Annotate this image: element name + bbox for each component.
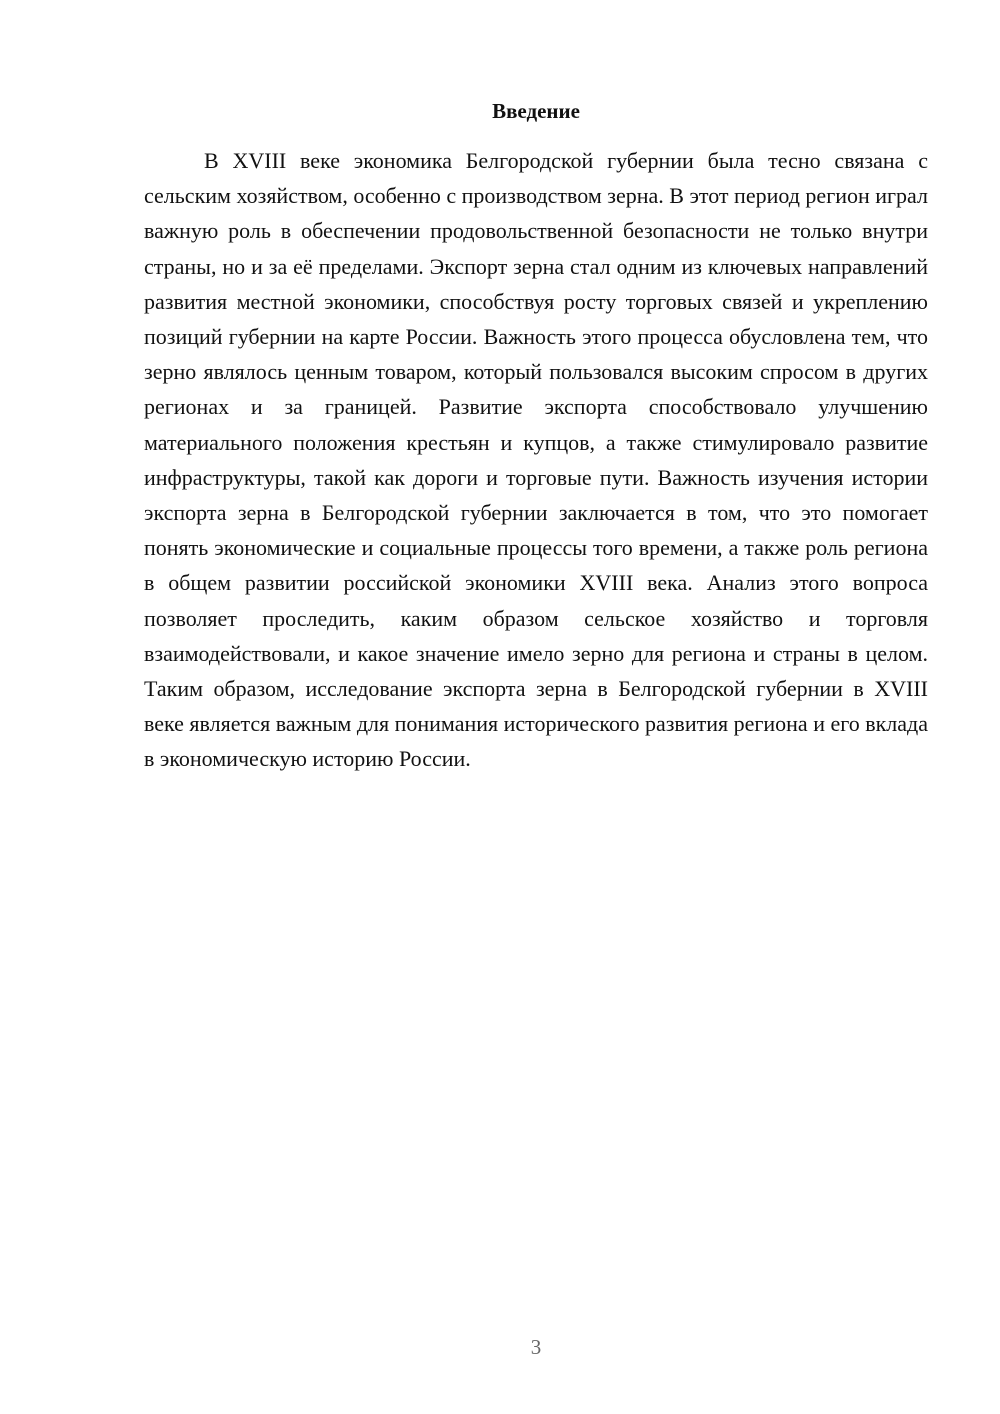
page-number: 3 — [530, 1335, 542, 1359]
body-paragraph: В XVIII веке экономика Белгородской губернии была тесно связана с сельским хозяйством, особенно с производством зерна. В этот период регион играл важную роль в обеспечении продовольственной безопасности не только внутри страны, но и за её пределами. Экспорт зерна стал одним из ключевых направлений развития местной экономики, способствуя росту торговых связей и укреплению позиций губернии на карте России. Важность этого процесса обусловлена тем, что зерно являлось ценным товаром, который пользовался высоким спросом в других регионах и за границей. Развитие экспорта способствовало улучшению материального положения крестьян и купцов, а также стимулировало развитие инфраструктуры, такой как дороги и торговые пути. Важность изучения истории экспорта зерна в Белгородской губернии заключается в том, что это помогает понять экономические и социальные процессы того времени, а также роль региона в общем развитии российской экономики XVIII века. Анализ этого вопроса позволяет проследить, каким образом сельское хозяйство и торговля взаимодействовали, и какое значение имело зерно для региона и страны в целом. Таким образом, исследование экспорта зерна в Белгородской губернии в XVIII веке является важным для понимания исторического развития региона и его вклада в экономическую историю России. — [144, 148, 928, 772]
section-title: Введение — [492, 99, 580, 123]
